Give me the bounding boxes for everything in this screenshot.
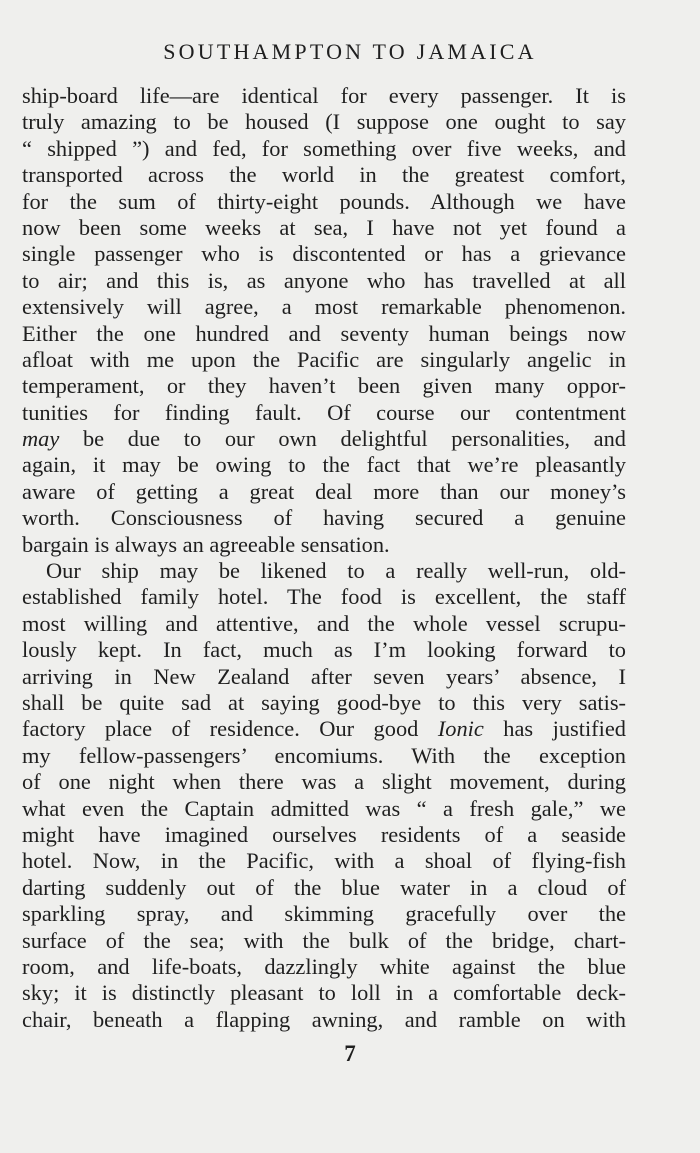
text-line: ship-board life—are identical for every passenger. It is [22,83,626,108]
page-number: 7 [344,1041,356,1066]
text-line: lously kept. In fact, much as I’m looking forward to [22,637,626,663]
line-text-after: be due to our own delightful personalities, and [59,426,626,452]
text-line: sparkling spray, and skimming gracefully over the [22,901,626,927]
italic-ship-name: Ionic [437,716,484,742]
text-line: my fellow-passengers’ encomiums. With the exception [22,742,626,768]
text-line: might have imagined ourselves residents of a seaside [22,821,626,847]
line-text-before: factory place of residence. Our good [22,716,438,742]
paragraph-start-line: Our ship may be likened to a really well-run, old- [46,558,626,584]
text-line: afloat with me upon the Pacific are singularly angelic in [22,346,626,372]
text-line: hotel. Now, in the Pacific, with a shoal of flying-fish [22,848,626,874]
text-line: arriving in New Zealand after seven years’ absence, I [22,663,626,689]
italic-word: may [22,426,60,452]
text-line: surface of the sea; with the bulk of the bridge, chart- [22,927,626,953]
paragraph-end-line: bargain is always an agreeable sensation. [22,531,390,557]
text-line: most willing and attentive, and the whole vessel scrupu- [22,610,626,636]
text-line: to air; and this is, as anyone who has travelled at all [22,267,626,293]
running-head: SOUTHAMPTON TO JAMAICA [163,39,537,64]
text-line: of one night when there was a slight movement, during [22,769,626,795]
text-line: sky; it is distinctly pleasant to loll in a comfortable deck- [22,980,626,1006]
text-line: extensively will agree, a most remarkable phenomenon. [22,294,626,320]
text-line: “ shipped ”) and fed, for something over five weeks, and [22,135,626,161]
text-line: again, it may be owing to the fact that we’re pleasantly [22,452,626,478]
text-line: single passenger who is discontented or has a grievance [22,241,626,267]
body-text [22,83,626,1033]
text-line: now been some weeks at sea, I have not yet found a [22,214,626,240]
text-line: worth. Consciousness of having secured a genuine [22,505,626,531]
text-line: Either the one hundred and seventy human beings now [22,320,626,346]
text-line: chair, beneath a flapping awning, and ramble on with [22,1006,626,1032]
text-line: established family hotel. The food is excellent, the staff [22,584,626,610]
text-line: aware of getting a great deal more than our money’s [22,478,626,504]
line-text-after: has justified [483,716,626,742]
text-line-with-italic [22,716,626,742]
text-line: tunities for finding fault. Of course our contentment [22,399,626,425]
text-line: transported across the world in the greatest comfort, [22,162,626,188]
text-line: truly amazing to be housed (I suppose one ought to say [22,109,626,135]
text-line-with-italic [22,426,626,452]
text-line: temperament, or they haven’t been given many oppor- [22,373,626,399]
text-line: what even the Captain admitted was “ a fresh gale,” we [22,795,626,821]
text-line: shall be quite sad at saying good-bye to this very satis- [22,689,626,715]
text-line: room, and life-boats, dazzlingly white against the blue [22,953,626,979]
text-line: darting suddenly out of the blue water in a cloud of [22,874,626,900]
text-line: for the sum of thirty-eight pounds. Although we have [22,188,626,214]
